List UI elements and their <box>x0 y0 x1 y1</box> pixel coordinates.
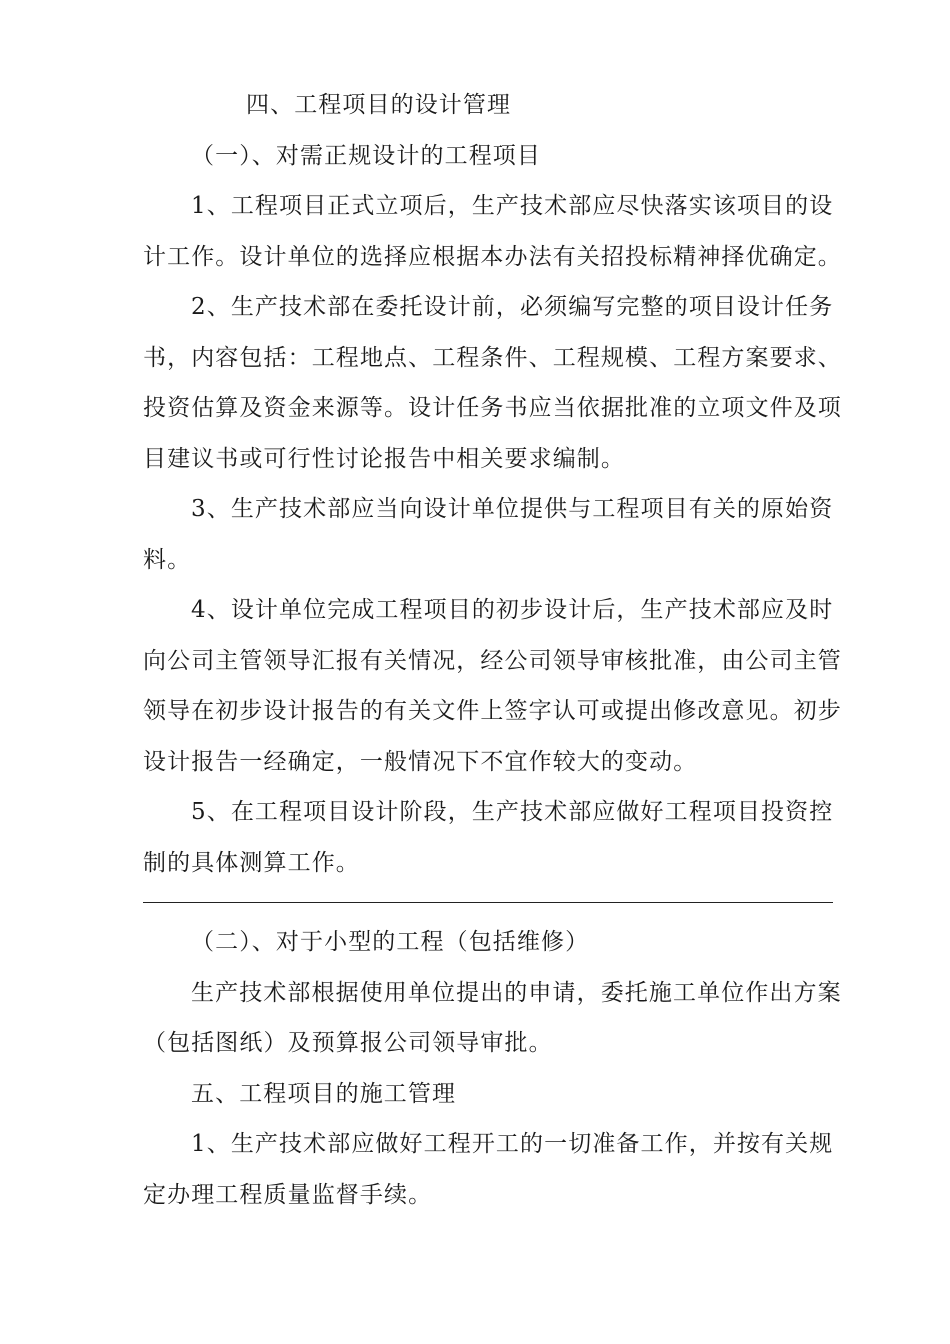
paragraph-line: 生产技术部根据使用单位提出的申请，委托施工单位作出方案 <box>191 979 842 1006</box>
paragraph-line: 3、生产技术部应当向设计单位提供与工程项目有关的原始资 <box>191 496 834 522</box>
paragraph-line: 制的具体测算工作。 <box>143 849 360 876</box>
paragraph-5 <box>143 787 833 888</box>
paragraph-line: 目建议书或可行性讨论报告中相关要求编制。 <box>143 445 625 472</box>
paragraph-line: 2、生产技术部在委托设计前，必须编写完整的项目设计任务 <box>191 294 834 320</box>
paragraph-line: 定办理工程质量监督手续。 <box>143 1181 433 1208</box>
paragraph-line: 书，内容包括：工程地点、工程条件、工程规模、工程方案要求、 <box>143 344 842 371</box>
paragraph-line: （包括图纸）及预算报公司领导审批。 <box>143 1030 553 1056</box>
paragraph-3 <box>143 484 833 585</box>
paragraph-line: 领导在初步设计报告的有关文件上签字认可或提出修改意见。初步 <box>143 698 842 724</box>
paragraph-line: 1、生产技术部应做好工程开工的一切准备工作，并按有关规 <box>191 1131 834 1157</box>
paragraph-1 <box>143 181 842 282</box>
paragraph-6 <box>143 968 842 1069</box>
paragraph-line: 5、在工程项目设计阶段，生产技术部应做好工程项目投资控 <box>191 799 834 825</box>
paragraph-2 <box>143 282 842 484</box>
document-upper-section <box>143 80 842 888</box>
paragraph-line: 料。 <box>143 546 192 573</box>
paragraph-4 <box>143 585 842 787</box>
horizontal-divider <box>143 902 833 903</box>
subsection-1-heading: （一）、对需正规设计的工程项目 <box>191 142 541 169</box>
section-4-heading: 四、工程项目的设计管理 <box>246 92 512 118</box>
subsection-2-heading: （二）、对于小型的工程（包括维修） <box>191 929 590 955</box>
paragraph-line: 向公司主管领导汇报有关情况，经公司领导审核批准，由公司主管 <box>143 647 842 674</box>
paragraph-line: 设计报告一经确定，一般情况下不宜作较大的变动。 <box>143 748 698 775</box>
section-5-heading: 五、工程项目的施工管理 <box>191 1080 457 1107</box>
paragraph-7 <box>143 1119 833 1220</box>
paragraph-line: 1、工程项目正式立项后，生产技术部应尽快落实该项目的设 <box>191 193 834 219</box>
document-lower-section <box>143 917 842 1220</box>
paragraph-line: 计工作。设计单位的选择应根据本办法有关招投标精神择优确定。 <box>143 243 842 270</box>
paragraph-line: 4、设计单位完成工程项目的初步设计后，生产技术部应及时 <box>191 597 834 623</box>
paragraph-line: 投资估算及资金来源等。设计任务书应当依据批准的立项文件及项 <box>143 395 842 421</box>
